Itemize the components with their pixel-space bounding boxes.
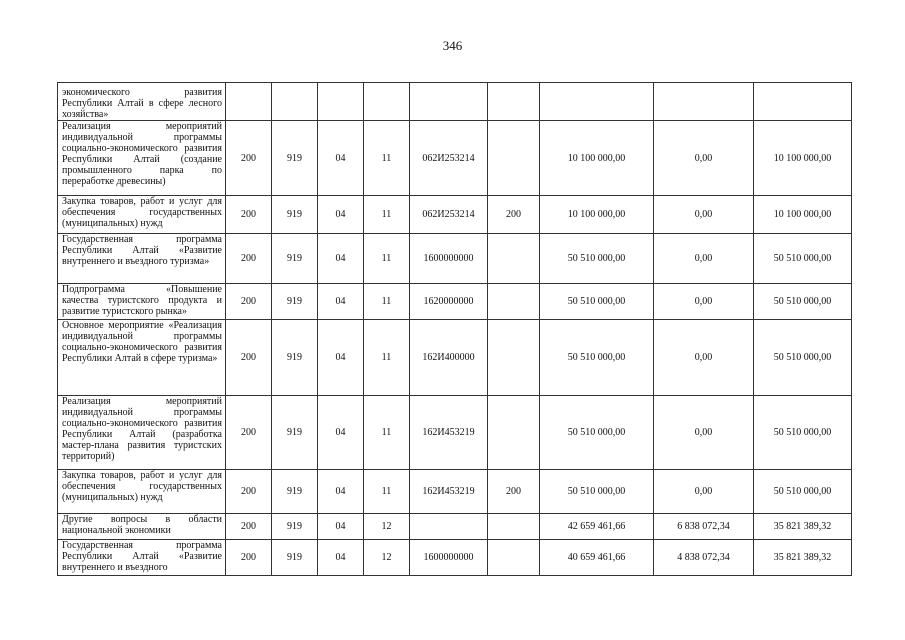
- expense-type-cell: [488, 83, 540, 121]
- target-article-cell: 1600000000: [410, 540, 488, 576]
- row-name-cell: Государственная программа Республики Алтай «Развитие внутреннего и въездного туризма»: [58, 234, 226, 284]
- row-name-cell: Подпрограмма «Повышение качества туристского продукта и развитие туристского рынка»: [58, 284, 226, 320]
- expense-type-cell: [488, 234, 540, 284]
- total-cell: 35 821 389,32: [754, 540, 852, 576]
- target-article-cell: [410, 83, 488, 121]
- total-cell: 10 100 000,00: [754, 121, 852, 196]
- amount-cell: 42 659 461,66: [540, 514, 654, 540]
- section-cell: 04: [318, 514, 364, 540]
- row-name-cell: экономического развития Республики Алтай в сфере лесного хозяйства»: [58, 83, 226, 121]
- row-name-cell: Реализация мероприятий индивидуальной программы социально-экономического развития Республики Алтай (создание промышленного парка по переработке древесины): [58, 121, 226, 196]
- grbs-cell: 919: [272, 234, 318, 284]
- subsection-cell: 11: [364, 234, 410, 284]
- change-cell: 4 838 072,34: [654, 540, 754, 576]
- change-cell: 0,00: [654, 396, 754, 470]
- change-cell: 0,00: [654, 284, 754, 320]
- section-cell: 04: [318, 121, 364, 196]
- expense-type-cell: [488, 284, 540, 320]
- subsection-cell: 11: [364, 396, 410, 470]
- grbs-cell: 919: [272, 121, 318, 196]
- table-row: [58, 540, 852, 576]
- section-cell: 04: [318, 470, 364, 514]
- amount-cell: 50 510 000,00: [540, 396, 654, 470]
- total-cell: 35 821 389,32: [754, 514, 852, 540]
- pppp-cell: 200: [226, 196, 272, 234]
- subsection-cell: 11: [364, 121, 410, 196]
- section-cell: 04: [318, 284, 364, 320]
- target-article-cell: 162И400000: [410, 320, 488, 396]
- grbs-cell: 919: [272, 514, 318, 540]
- change-cell: 0,00: [654, 470, 754, 514]
- pppp-cell: 200: [226, 396, 272, 470]
- row-name-cell: Государственная программа Республики Алтай «Развитие внутреннего и въездного: [58, 540, 226, 576]
- pppp-cell: 200: [226, 234, 272, 284]
- table-row: [58, 396, 852, 470]
- page-number: 346: [442, 38, 463, 53]
- section-cell: 04: [318, 196, 364, 234]
- amount-cell: 10 100 000,00: [540, 196, 654, 234]
- change-cell: 0,00: [654, 196, 754, 234]
- expense-type-cell: 200: [488, 470, 540, 514]
- pppp-cell: 200: [226, 514, 272, 540]
- target-article-cell: 062И253214: [410, 121, 488, 196]
- subsection-cell: 12: [364, 514, 410, 540]
- total-cell: 50 510 000,00: [754, 284, 852, 320]
- table-row: [58, 284, 852, 320]
- row-name-cell: Другие вопросы в области национальной экономики: [58, 514, 226, 540]
- row-name-cell: Реализация мероприятий индивидуальной программы социально-экономического развития Республики Алтай (разработка мастер-плана развития туристских территорий): [58, 396, 226, 470]
- amount-cell: 40 659 461,66: [540, 540, 654, 576]
- pppp-cell: 200: [226, 284, 272, 320]
- grbs-cell: 919: [272, 320, 318, 396]
- pppp-cell: 200: [226, 121, 272, 196]
- section-cell: 04: [318, 234, 364, 284]
- grbs-cell: [272, 83, 318, 121]
- expense-type-cell: [488, 514, 540, 540]
- table-row: [58, 470, 852, 514]
- amount-cell: [540, 83, 654, 121]
- pppp-cell: 200: [226, 320, 272, 396]
- change-cell: 0,00: [654, 234, 754, 284]
- total-cell: 50 510 000,00: [754, 396, 852, 470]
- expense-type-cell: [488, 121, 540, 196]
- row-name-cell: Закупка товаров, работ и услуг для обеспечения государственных (муниципальных) нужд: [58, 196, 226, 234]
- subsection-cell: [364, 83, 410, 121]
- grbs-cell: 919: [272, 540, 318, 576]
- amount-cell: 50 510 000,00: [540, 320, 654, 396]
- change-cell: 0,00: [654, 320, 754, 396]
- total-cell: 10 100 000,00: [754, 196, 852, 234]
- subsection-cell: 12: [364, 540, 410, 576]
- pppp-cell: [226, 83, 272, 121]
- total-cell: 50 510 000,00: [754, 470, 852, 514]
- change-cell: 0,00: [654, 121, 754, 196]
- expense-type-cell: [488, 540, 540, 576]
- table-row: [58, 320, 852, 396]
- table-row: [58, 196, 852, 234]
- amount-cell: 10 100 000,00: [540, 121, 654, 196]
- expense-type-cell: [488, 396, 540, 470]
- budget-table: [57, 82, 852, 576]
- grbs-cell: 919: [272, 470, 318, 514]
- table-row: [58, 83, 852, 121]
- amount-cell: 50 510 000,00: [540, 470, 654, 514]
- expense-type-cell: 200: [488, 196, 540, 234]
- section-cell: 04: [318, 320, 364, 396]
- subsection-cell: 11: [364, 284, 410, 320]
- target-article-cell: 062И253214: [410, 196, 488, 234]
- subsection-cell: 11: [364, 196, 410, 234]
- section-cell: 04: [318, 540, 364, 576]
- pppp-cell: 200: [226, 540, 272, 576]
- total-cell: 50 510 000,00: [754, 234, 852, 284]
- grbs-cell: 919: [272, 396, 318, 470]
- section-cell: 04: [318, 396, 364, 470]
- grbs-cell: 919: [272, 196, 318, 234]
- subsection-cell: 11: [364, 320, 410, 396]
- subsection-cell: 11: [364, 470, 410, 514]
- target-article-cell: 162И453219: [410, 470, 488, 514]
- section-cell: [318, 83, 364, 121]
- row-name-cell: Закупка товаров, работ и услуг для обеспечения государственных (муниципальных) нужд: [58, 470, 226, 514]
- amount-cell: 50 510 000,00: [540, 234, 654, 284]
- change-cell: [654, 83, 754, 121]
- table-body: [58, 83, 852, 576]
- pppp-cell: 200: [226, 470, 272, 514]
- amount-cell: 50 510 000,00: [540, 284, 654, 320]
- expense-type-cell: [488, 320, 540, 396]
- grbs-cell: 919: [272, 284, 318, 320]
- total-cell: 50 510 000,00: [754, 320, 852, 396]
- target-article-cell: [410, 514, 488, 540]
- change-cell: 6 838 072,34: [654, 514, 754, 540]
- target-article-cell: 1620000000: [410, 284, 488, 320]
- row-name-cell: Основное мероприятие «Реализация индивидуальной программы социально-экономического развития Республики Алтай в сфере туризма»: [58, 320, 226, 396]
- total-cell: [754, 83, 852, 121]
- table-row: [58, 514, 852, 540]
- target-article-cell: 162И453219: [410, 396, 488, 470]
- table-row: [58, 234, 852, 284]
- target-article-cell: 1600000000: [410, 234, 488, 284]
- table-row: [58, 121, 852, 196]
